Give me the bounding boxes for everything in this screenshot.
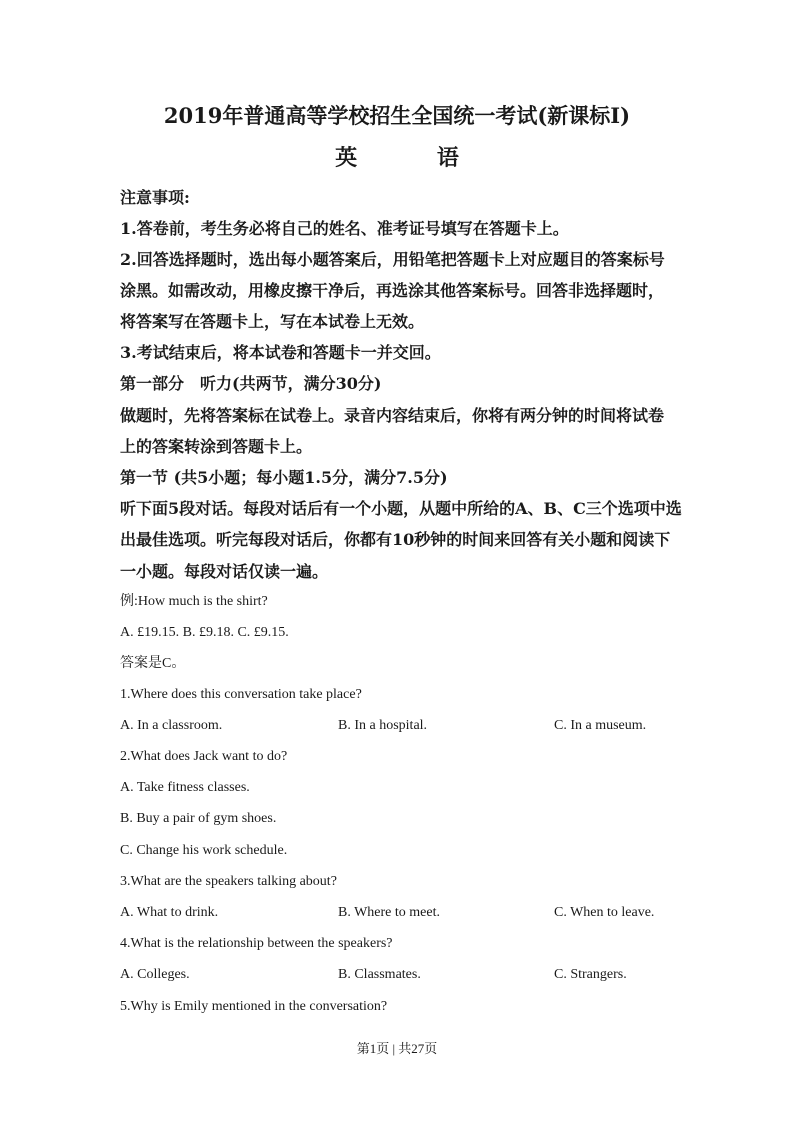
notice-line-1: 1.答卷前，考生务必将自己的姓名、准考证号填写在答题卡上。	[120, 219, 569, 238]
section1-intro-b: 出最佳选项。听完每段对话后，你都有10秒钟的时间来回答有关小题和阅读下	[120, 530, 671, 549]
section1-intro-a: 听下面5段对话。每段对话后有一个小题，从题中所给的A、B、C三个选项中选	[120, 499, 682, 518]
question-4-option-c: C. Strangers.	[554, 967, 627, 982]
example-answer: 答案是C。	[120, 656, 186, 671]
example-question: 例:How much is the shirt?	[120, 594, 268, 609]
question-4-option-b: B. Classmates.	[338, 967, 421, 982]
notice-line-2c: 将答案写在答题卡上，写在本试卷上无效。	[120, 312, 425, 331]
question-1: 1.Where does this conversation take place?	[120, 687, 362, 702]
question-2-option-c: C. Change his work schedule.	[120, 843, 288, 858]
part1-intro-a: 做题时，先将答案标在试卷上。录音内容结束后，你将有两分钟的时间将试卷	[120, 406, 665, 425]
notice-heading: 注意事项:	[120, 188, 190, 207]
part1-heading: 第一部分 听力(共两节，满分30分)	[120, 374, 382, 393]
notice-line-3: 3.考试结束后，将本试卷和答题卡一并交回。	[120, 343, 441, 362]
notice-line-2b: 涂黑。如需改动，用橡皮擦干净后，再选涂其他答案标号。回答非选择题时，	[120, 281, 665, 300]
question-4-option-a: A. Colleges.	[120, 967, 190, 982]
exam-title: 2019年普通高等学校招生全国统一考试(新课标I)	[163, 103, 631, 128]
question-2-option-a: A. Take fitness classes.	[120, 780, 250, 795]
question-1-option-a: A. In a classroom.	[120, 718, 223, 733]
section1-intro-c: 一小题。每段对话仅读一遍。	[120, 562, 329, 581]
question-3-option-b: B. Where to meet.	[338, 905, 440, 920]
question-5: 5.Why is Emily mentioned in the conversation?	[120, 999, 388, 1014]
notice-line-2a: 2.回答选择题时，选出每小题答案后，用铅笔把答题卡上对应题目的答案标号	[120, 250, 665, 269]
part1-intro-b: 上的答案转涂到答题卡上。	[120, 437, 313, 456]
question-3-option-c: C. When to leave.	[554, 905, 655, 920]
question-4: 4.What is the relationship between the speakers?	[120, 936, 393, 951]
question-1-option-b: B. In a hospital.	[338, 718, 428, 733]
question-1-option-c: C. In a museum.	[554, 718, 647, 733]
section1-heading: 第一节 (共5小题；每小题1.5分，满分7.5分)	[120, 468, 448, 487]
question-3: 3.What are the speakers talking about?	[120, 874, 337, 889]
question-2: 2.What does Jack want to do?	[120, 749, 288, 764]
question-3-option-a: A. What to drink.	[120, 905, 219, 920]
example-options: A. £19.15. B. £9.18. C. £9.15.	[120, 625, 289, 640]
question-2-option-b: B. Buy a pair of gym shoes.	[120, 811, 277, 826]
subject-title: 英 语	[335, 145, 495, 171]
page-footer: 第1页 | 共27页	[356, 1041, 438, 1056]
